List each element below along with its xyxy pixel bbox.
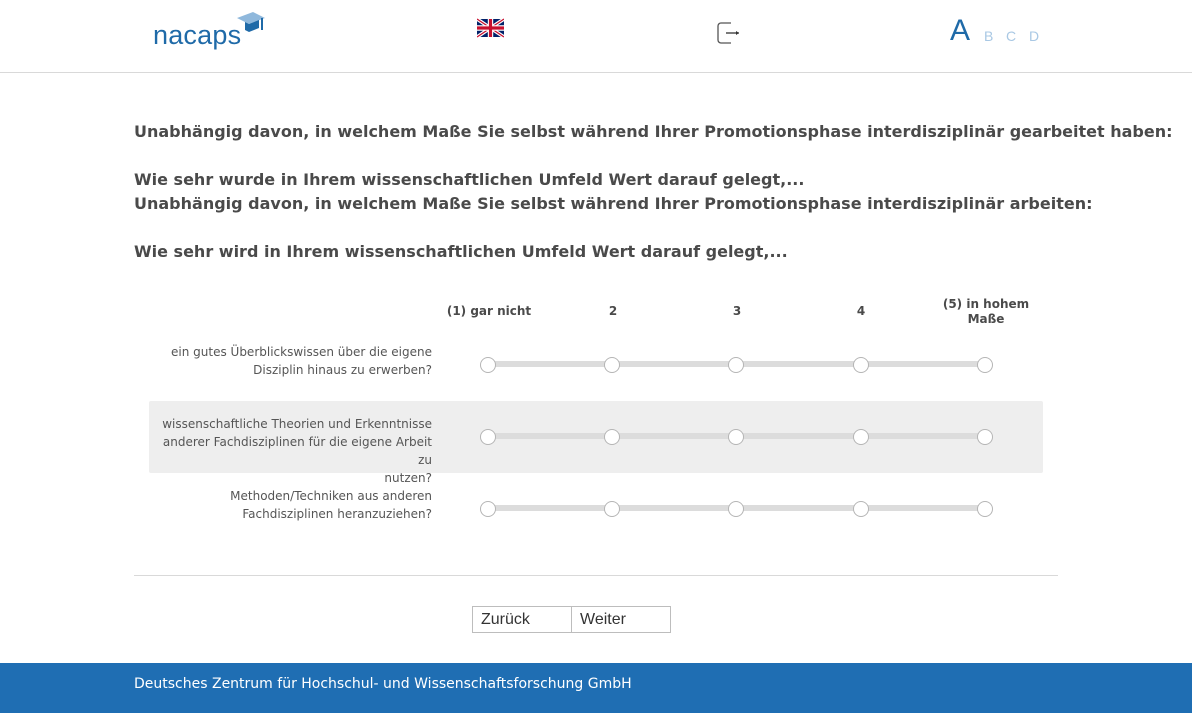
row-2-option-3[interactable] [728, 429, 744, 445]
row-2-option-5[interactable] [977, 429, 993, 445]
scale-label-2: 2 [608, 304, 618, 318]
row-3-option-2[interactable] [604, 501, 620, 517]
scale-label-5-line1: (5) in hohem [942, 297, 1030, 311]
row-3-line1: Methoden/Techniken aus anderen [230, 489, 432, 503]
scale-label-5-line2: Maße [967, 312, 1005, 326]
row-2-line2: anderer Fachdisziplinen für die eigene Arbeit zu [162, 435, 432, 467]
logout-icon[interactable] [717, 22, 741, 44]
row-1-option-5[interactable] [977, 357, 993, 373]
row-2-option-2[interactable] [604, 429, 620, 445]
page-header [0, 0, 1192, 73]
question-present: Wie sehr wird in Ihrem wissenschaftlichen Umfeld Wert darauf gelegt,... [134, 242, 788, 261]
question-past: Wie sehr wurde in Ihrem wissenschaftlichen Umfeld Wert darauf gelegt,... [134, 170, 805, 189]
font-size-d[interactable]: D [1029, 28, 1040, 44]
row-1-option-1[interactable] [480, 357, 496, 373]
question-intro-past: Unabhängig davon, in welchem Maße Sie selbst während Ihrer Promotionsphase interdisziplinär gearbeitet haben: [134, 122, 1173, 141]
row-label-1 [152, 343, 432, 379]
scale-label-5 [936, 297, 1036, 327]
scale-label-1: (1) gar nicht [446, 304, 532, 318]
uk-flag-icon[interactable] [477, 18, 504, 38]
font-size-c[interactable]: C [1006, 28, 1017, 44]
row-2-option-1[interactable] [480, 429, 496, 445]
row-1-option-2[interactable] [604, 357, 620, 373]
row-3-option-5[interactable] [977, 501, 993, 517]
font-size-b[interactable]: B [984, 28, 994, 44]
font-size-a[interactable]: A [950, 14, 971, 47]
back-button[interactable]: Zurück [472, 606, 572, 633]
scale-label-4: 4 [856, 304, 866, 318]
graduation-cap-icon [235, 10, 267, 38]
page-footer [0, 663, 1192, 713]
row-1-line1: ein gutes Überblickswissen über die eigene [171, 345, 432, 359]
row-3-line2: Fachdisziplinen heranzuziehen? [242, 507, 432, 521]
question-intro-present: Unabhängig davon, in welchem Maße Sie selbst während Ihrer Promotionsphase interdisziplinär arbeiten: [134, 194, 1093, 213]
scale-label-3: 3 [732, 304, 742, 318]
logo-text: nacaps [153, 20, 242, 50]
divider [134, 575, 1058, 576]
row-2-line3: nutzen? [384, 471, 432, 485]
row-label-3 [152, 487, 432, 523]
row-1-line2: Disziplin hinaus zu erwerben? [253, 363, 432, 377]
row-3-option-1[interactable] [480, 501, 496, 517]
footer-text: Deutsches Zentrum für Hochschul- und Wissenschaftsforschung GmbH [134, 676, 632, 692]
nacaps-logo[interactable] [153, 10, 273, 50]
row-label-2 [152, 415, 432, 487]
row-2-line1: wissenschaftliche Theorien und Erkenntnisse [162, 417, 432, 431]
row-3-option-4[interactable] [853, 501, 869, 517]
row-1-option-4[interactable] [853, 357, 869, 373]
next-button[interactable]: Weiter [571, 606, 671, 633]
row-1-option-3[interactable] [728, 357, 744, 373]
row-3-option-3[interactable] [728, 501, 744, 517]
row-2-option-4[interactable] [853, 429, 869, 445]
